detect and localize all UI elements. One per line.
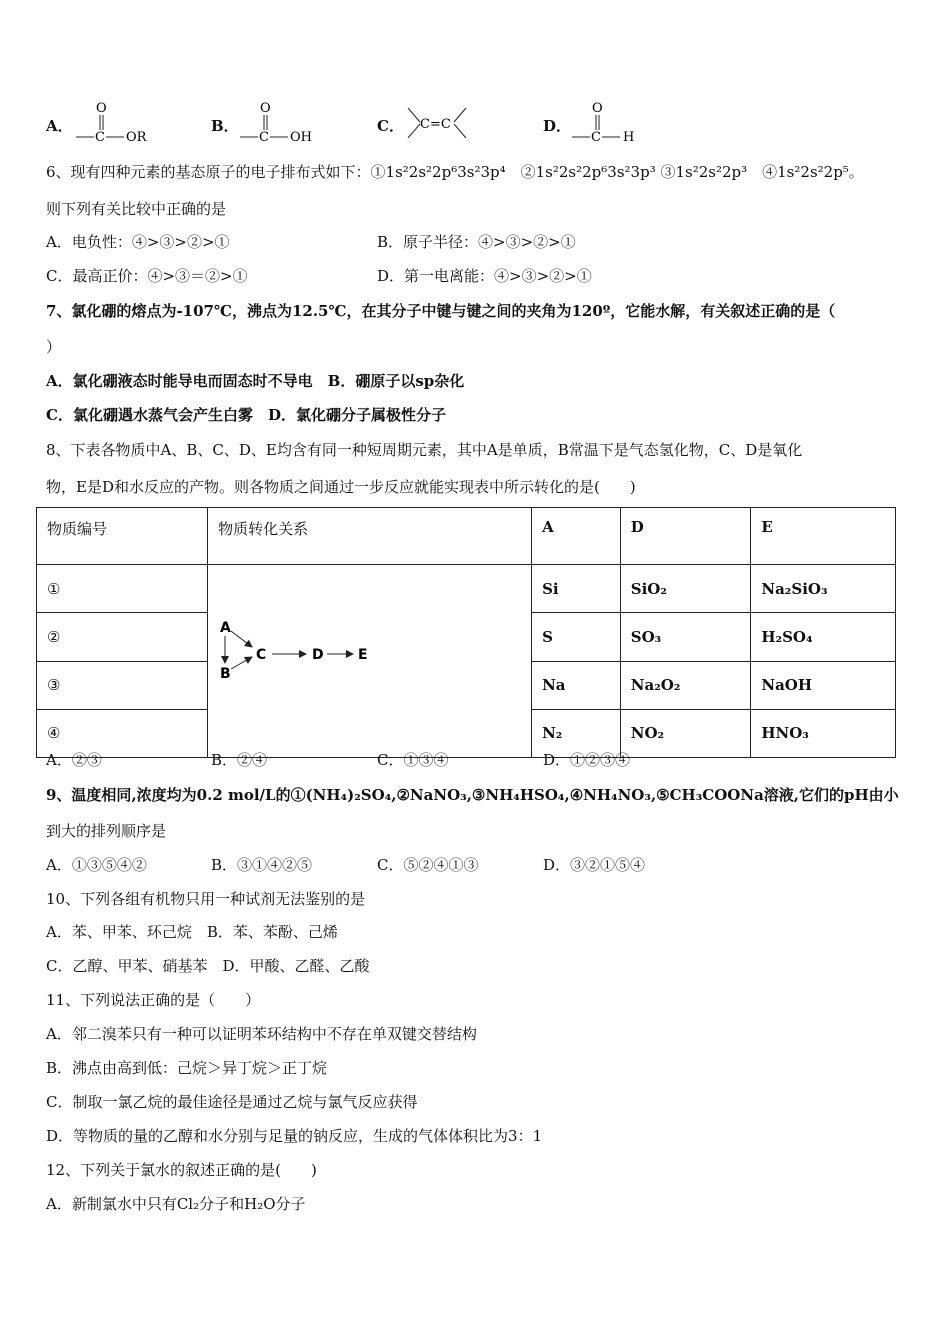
q9-option-b: B．③①④②⑤ bbox=[211, 856, 313, 874]
q7-stem: 7、氯化硼的熔点为-107℃，沸点为12.5℃，在其分子中键与键之间的夹角为120º，它能水解，有关叙述正确的是（ bbox=[46, 302, 836, 320]
q9-option-c: C．⑤②④①③ bbox=[377, 856, 479, 874]
svg-text:C=C: C=C bbox=[420, 117, 451, 132]
row-a: Si bbox=[532, 565, 621, 613]
q10-options-ab: A．苯、甲苯、环己烷 B．苯、苯酚、己烯 bbox=[46, 923, 338, 941]
node-d: D bbox=[312, 647, 324, 663]
q9-stem: 9、温度相同,浓度均为0.2 mol/L的①(NH₄)₂SO₄,②NaNO₃,③NH₄HSO₄,④NH₄NO₃,⑤CH₃COONa溶液,它们的pH由小 bbox=[46, 786, 899, 804]
svg-text:O: O bbox=[592, 101, 603, 116]
row-e: Na₂SiO₃ bbox=[751, 565, 896, 613]
q8-option-a: A．②③ bbox=[46, 751, 102, 769]
row-id: ④ bbox=[37, 709, 208, 757]
conversion-diagram bbox=[208, 565, 531, 753]
row-a: N₂ bbox=[532, 709, 621, 757]
q7-options-ab: A．氯化硼液态时能导电而固态时不导电 B．硼原子以sp杂化 bbox=[46, 372, 465, 390]
q8-table bbox=[36, 507, 896, 758]
q7-options-cd: C．氯化硼遇水蒸气会产生白雾 D．氯化硼分子属极性分子 bbox=[46, 406, 446, 424]
row-d: Na₂O₂ bbox=[620, 661, 751, 709]
q5-option-c-letter: C． bbox=[377, 117, 404, 135]
conversion-diagram-cell bbox=[208, 565, 532, 758]
q8-option-c: C．①③④ bbox=[377, 751, 449, 769]
row-e: HNO₃ bbox=[751, 709, 896, 757]
q10-options-cd: C．乙醇、甲苯、硝基苯 D．甲酸、乙醛、乙酸 bbox=[46, 957, 370, 975]
node-b: B bbox=[220, 666, 231, 682]
q11-option-b: B．沸点由高到低：己烷＞异丁烷＞正丁烷 bbox=[46, 1059, 328, 1077]
node-e: E bbox=[358, 647, 368, 663]
row-e: NaOH bbox=[751, 661, 896, 709]
svg-text:O: O bbox=[260, 101, 271, 116]
q8-stem: 8、下表各物质中A、B、C、D、E均含有同一种短周期元素，其中A是单质，B常温下是气态氢化物，C、D是氧化 bbox=[46, 441, 803, 459]
header-a: A bbox=[532, 508, 621, 565]
q11-option-a: A．邻二溴苯只有一种可以证明苯环结构中不存在单双键交替结构 bbox=[46, 1025, 477, 1043]
q11-option-d: D．等物质的量的乙醇和水分别与足量的钠反应，生成的气体体积比为3：1 bbox=[46, 1127, 543, 1145]
row-id: ② bbox=[37, 613, 208, 661]
row-d: SO₃ bbox=[620, 613, 751, 661]
row-d: NO₂ bbox=[620, 709, 751, 757]
row-e: H₂SO₄ bbox=[751, 613, 896, 661]
q11-stem: 11、下列说法正确的是（ ） bbox=[46, 991, 261, 1009]
row-a: S bbox=[532, 613, 621, 661]
ester-group-structure bbox=[72, 100, 162, 146]
header-relation: 物质转化关系 bbox=[208, 508, 532, 565]
q7-stem-cont: ） bbox=[46, 338, 62, 356]
aldehyde-group-structure bbox=[568, 100, 648, 146]
row-d: SiO₂ bbox=[620, 565, 751, 613]
carboxyl-group-structure bbox=[236, 100, 326, 146]
q6-option-c: C．最高正价：④>③＝②>① bbox=[46, 267, 248, 285]
header-e: E bbox=[751, 508, 896, 565]
q12-stem: 12、下列关于氯水的叙述正确的是( ) bbox=[46, 1161, 317, 1179]
q6-stem: 6、现有四种元素的基态原子的电子排布式如下：①1s²2s²2p⁶3s²3p⁴ ②1s²2s²2p⁶3s²3p³ ③1s²2s²2p³ ④1s²2s²2p⁵。 bbox=[46, 163, 864, 181]
q9-option-a: A．①③⑤④② bbox=[46, 856, 147, 874]
node-c: C bbox=[256, 647, 267, 663]
table-header-row bbox=[37, 508, 896, 565]
svg-text:H: H bbox=[623, 130, 635, 145]
svg-text:C: C bbox=[259, 130, 269, 145]
q5-option-a-letter: A． bbox=[46, 117, 73, 135]
header-id: 物质编号 bbox=[37, 508, 208, 565]
q6-stem-cont: 则下列有关比较中正确的是 bbox=[46, 200, 227, 218]
q12-option-a: A．新制氯水中只有Cl₂分子和H₂O分子 bbox=[46, 1195, 306, 1213]
q11-option-c: C．制取一氯乙烷的最佳途径是通过乙烷与氯气反应获得 bbox=[46, 1093, 418, 1111]
row-id: ③ bbox=[37, 661, 208, 709]
q8-stem-cont: 物，E是D和水反应的产物。则各物质之间通过一步反应就能实现表中所示转化的是( ) bbox=[46, 478, 636, 496]
svg-text:C: C bbox=[95, 130, 105, 145]
q9-option-d: D．③②①⑤④ bbox=[543, 856, 646, 874]
table-row bbox=[37, 565, 896, 613]
svg-text:OR: OR bbox=[126, 130, 147, 145]
svg-text:C: C bbox=[591, 130, 601, 145]
node-a: A bbox=[220, 620, 231, 636]
q5-option-d-letter: D． bbox=[543, 117, 572, 135]
svg-text:OH: OH bbox=[290, 130, 312, 145]
q10-stem: 10、下列各组有机物只用一种试剂无法鉴别的是 bbox=[46, 890, 366, 908]
row-id: ① bbox=[37, 565, 208, 613]
header-d: D bbox=[620, 508, 751, 565]
alkene-group-structure bbox=[404, 104, 470, 144]
row-a: Na bbox=[532, 661, 621, 709]
q6-option-b: B．原子半径：④>③>②>① bbox=[377, 233, 576, 251]
q6-option-a: A．电负性：④>③>②>① bbox=[46, 233, 230, 251]
q8-option-d: D．①②③④ bbox=[543, 751, 631, 769]
q6-option-d: D．第一电离能：④>③>②>① bbox=[377, 267, 592, 285]
q8-option-b: B．②④ bbox=[211, 751, 268, 769]
q5-option-b-letter: B． bbox=[211, 117, 239, 135]
q9-stem-cont: 到大的排列顺序是 bbox=[46, 822, 167, 840]
oxygen-label: O bbox=[96, 101, 107, 116]
